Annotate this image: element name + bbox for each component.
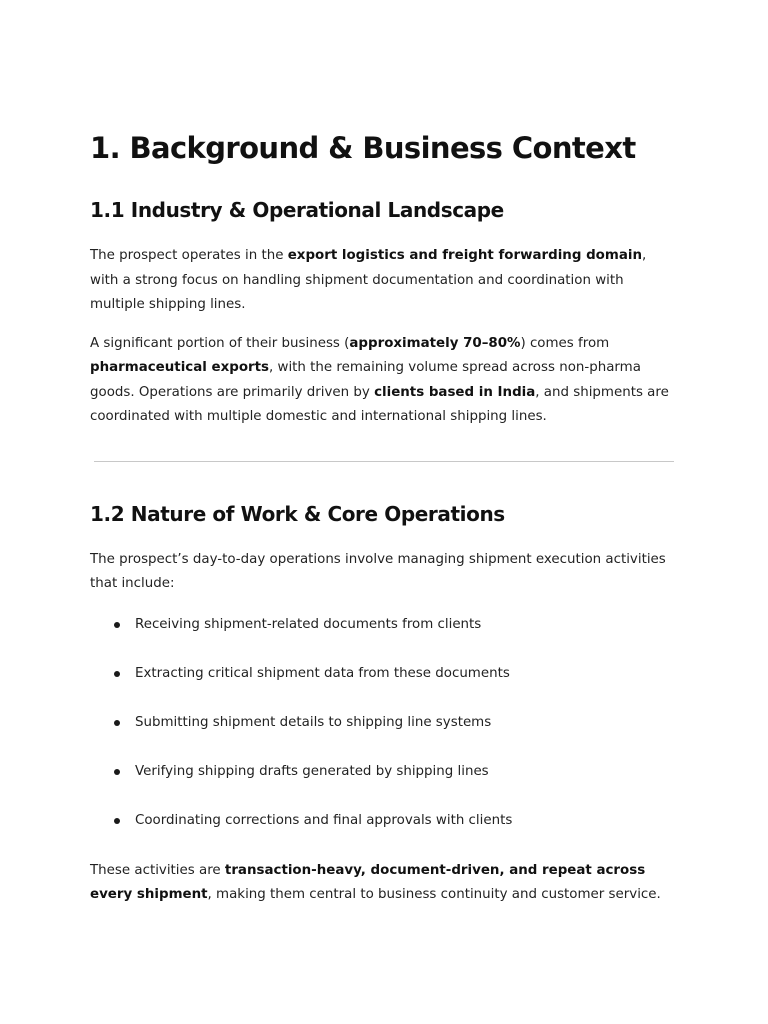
text-run: , with a strong focus on handling shipment documentation and coordination with multiple shipping lines. — [90, 248, 647, 312]
bullet-icon — [114, 818, 120, 824]
list-item-text: Coordinating corrections and final approvals with clients — [135, 812, 513, 828]
list-item-text: Verifying shipping drafts generated by shipping lines — [135, 763, 489, 779]
paragraph-industry-domain — [90, 244, 676, 318]
text-run: These activities are — [90, 862, 225, 878]
bold-run: transaction-heavy, document-driven, and repeat across every shipment — [90, 862, 646, 902]
text-run: The prospect operates in the — [90, 248, 288, 263]
paragraph-business-split — [90, 332, 676, 430]
bullet-icon — [114, 720, 120, 726]
section-title-industry: 1.1 Industry & Operational Landscape — [90, 198, 504, 222]
list-item — [90, 810, 676, 832]
text-run: A significant portion of their business ( — [90, 335, 350, 351]
paragraph-operations-intro: The prospect’s day-to-day operations involve managing shipment execution activities that include: — [90, 551, 666, 591]
list-item-text: Submitting shipment details to shipping line systems — [135, 714, 492, 730]
bullet-icon — [114, 622, 120, 628]
bullet-icon — [114, 671, 120, 677]
page-title: 1. Background & Business Context — [90, 131, 636, 165]
text-run: , making them central to business continuity and customer service. — [207, 887, 661, 902]
text-run: ) comes from — [520, 335, 610, 351]
list-item — [90, 761, 676, 783]
list-item — [90, 712, 676, 734]
list-item — [90, 663, 676, 685]
bold-run: export logistics and freight forwarding domain — [287, 248, 642, 263]
section-nature-of-work — [90, 500, 676, 908]
text-run: , and shipments are coordinated with multiple domestic and international shipping lines. — [90, 384, 669, 424]
section-divider — [94, 461, 674, 462]
bullet-icon — [114, 769, 120, 775]
bold-run: clients based in India — [374, 384, 536, 400]
list-item-text: Receiving shipment-related documents from clients — [135, 616, 482, 632]
list-item-text: Extracting critical shipment data from these documents — [135, 665, 510, 681]
bold-run: approximately 70–80% — [349, 335, 521, 351]
text-run: , with the remaining volume spread across non-pharma goods. Operations are primarily driven by — [90, 360, 641, 400]
section-title-operations: 1.2 Nature of Work & Core Operations — [90, 501, 505, 526]
paragraph-closing — [90, 859, 676, 908]
operations-list — [90, 614, 676, 832]
bold-run: pharmaceutical exports — [90, 360, 269, 375]
list-item — [90, 614, 676, 636]
